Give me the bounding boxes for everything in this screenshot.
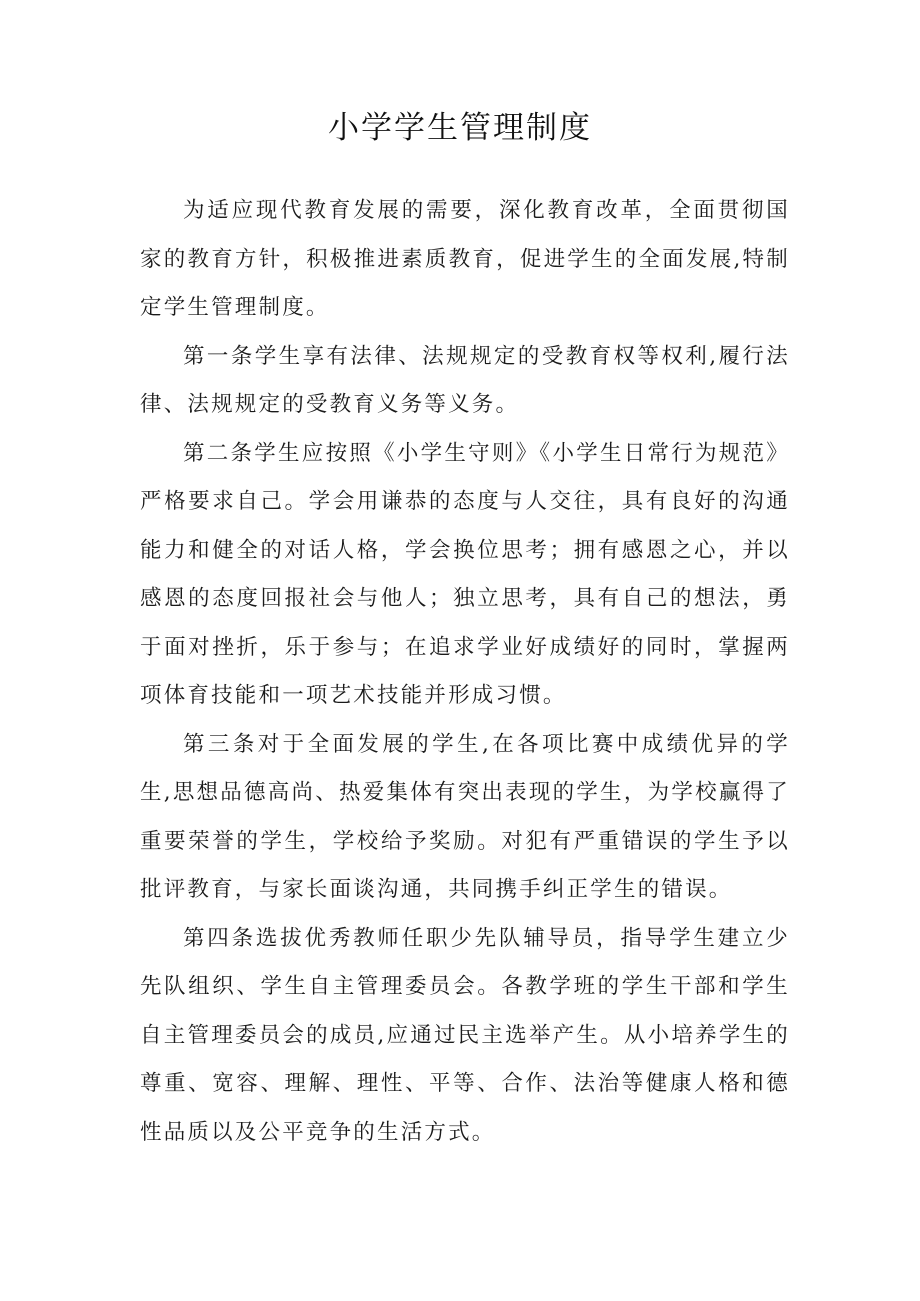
paragraph-article-1: 第一条学生享有法律、法规规定的受教育权等权利,履行法律、法规规定的受教育义务等义务。 xyxy=(140,343,790,417)
document-body xyxy=(140,187,790,1157)
paragraph-article-2: 第二条学生应按照《小学生守则》《小学生日常行为规范》严格要求自己。学会用谦恭的态度与人交往，具有良好的沟通能力和健全的对话人格，学会换位思考；拥有感恩之心，并以感恩的态度回报社会与他人；独立思考，具有自己的想法，勇于面对挫折，乐于参与；在追求学业好成绩好的同时，掌握两项体育技能和一项艺术技能并形成习惯。 xyxy=(140,440,790,708)
document-title: 小学学生管理制度 xyxy=(328,110,592,146)
paragraph-intro: 为适应现代教育发展的需要，深化教育改革，全面贯彻国家的教育方针，积极推进素质教育，促进学生的全面发展,特制定学生管理制度。 xyxy=(140,198,790,320)
paragraph-article-4: 第四条选拔优秀教师任职少先队辅导员，指导学生建立少先队组织、学生自主管理委员会。各教学班的学生干部和学生自主管理委员会的成员,应通过民主选举产生。从小培养学生的尊重、宽容、理解、理性、平等、合作、法治等健康人格和德性品质以及公平竞争的生活方式。 xyxy=(140,925,790,1145)
paragraph-article-3: 第三条对于全面发展的学生,在各项比赛中成绩优异的学生,思想品德高尚、热爱集体有突出表现的学生，为学校赢得了重要荣誉的学生，学校给予奖励。对犯有严重错误的学生予以批评教育，与家长面谈沟通，共同携手纠正学生的错误。 xyxy=(140,731,790,902)
